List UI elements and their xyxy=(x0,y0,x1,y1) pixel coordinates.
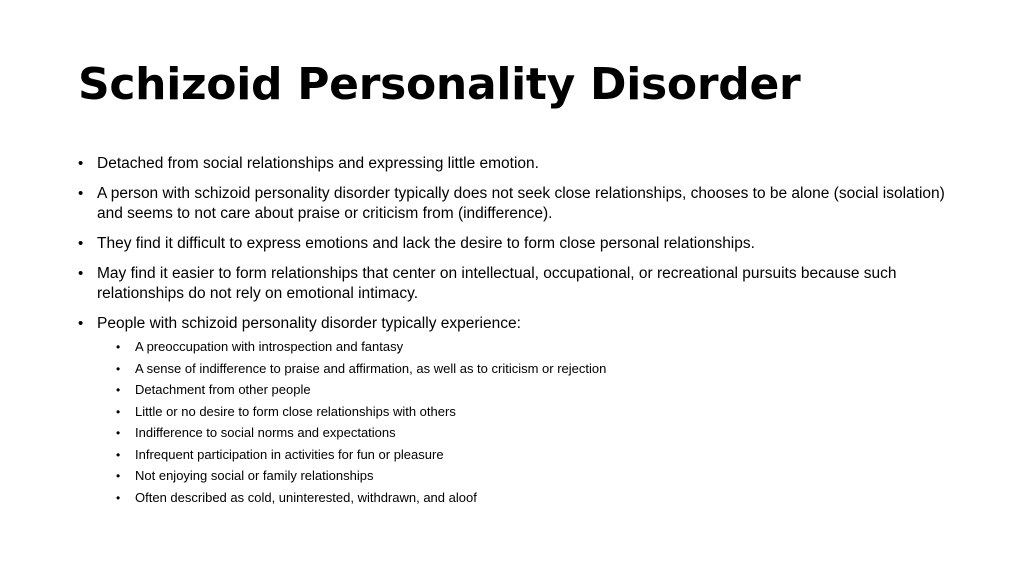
sub-bullet-item xyxy=(116,468,958,484)
sub-bullet-text: Not enjoying social or family relationships xyxy=(135,468,374,483)
bullet-list xyxy=(78,154,958,506)
sub-bullet-item xyxy=(116,425,958,441)
bullet-item xyxy=(78,234,958,254)
slide-body xyxy=(78,154,958,516)
bullet-text: Detached from social relationships and expressing little emotion. xyxy=(97,155,539,172)
bullet-text: May find it easier to form relationships that center on intellectual, occupational, or recreational pursuits because such relationships do not rely on emotional intimacy. xyxy=(97,265,897,302)
sub-bullet-text: Detachment from other people xyxy=(135,382,311,397)
sub-bullet-item xyxy=(116,339,958,355)
bullet-item xyxy=(78,264,958,304)
sub-bullet-text: Little or no desire to form close relationships with others xyxy=(135,403,456,419)
bullet-text: A person with schizoid personality disorder typically does not seek close relationships, chooses to be alone (social isolation) and seems to not care about praise or criticism from (indifference). xyxy=(97,185,945,222)
sub-bullet-text: A sense of indifference to praise and affirmation, as well as to criticism or rejection xyxy=(135,360,607,376)
slide-title: Schizoid Personality Disorder xyxy=(78,59,801,110)
bullet-item xyxy=(78,314,958,506)
bullet-item xyxy=(78,184,958,224)
bullet-text: They find it difficult to express emotions and lack the desire to form close personal relationships. xyxy=(97,235,755,252)
sub-bullet-item xyxy=(116,447,958,463)
sub-bullet-text: A preoccupation with introspection and fantasy xyxy=(135,339,404,354)
sub-bullet-text: Infrequent participation in activities for fun or pleasure xyxy=(135,446,444,462)
sub-bullet-text: Indifference to social norms and expectations xyxy=(135,425,396,440)
sub-bullet-list xyxy=(97,339,958,506)
bullet-text: People with schizoid personality disorder typically experience: xyxy=(97,315,521,332)
sub-bullet-item xyxy=(116,490,958,506)
sub-bullet-item xyxy=(116,404,958,420)
sub-bullet-text: Often described as cold, uninterested, withdrawn, and aloof xyxy=(135,489,477,505)
sub-bullet-item xyxy=(116,361,958,377)
sub-bullet-item xyxy=(116,382,958,398)
bullet-item xyxy=(78,154,958,174)
